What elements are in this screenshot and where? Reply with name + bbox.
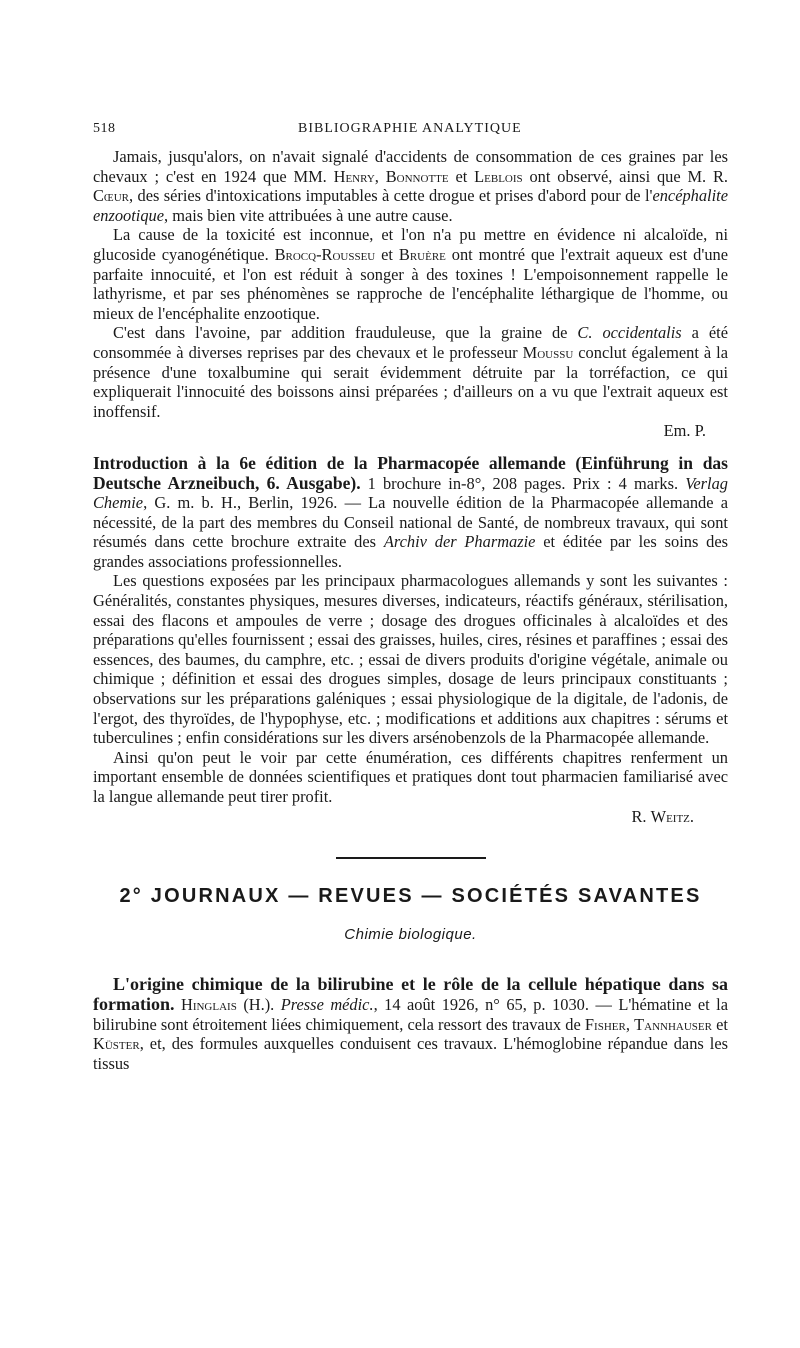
section-subheading: Chimie biologique. (344, 925, 477, 943)
author-name: Cœur (93, 186, 129, 206)
text-run: , des séries d'intoxications imputables à cette drogue et prises d'abord pour de l' (129, 186, 653, 206)
text-run: a été consommée à diverses reprises par des chevaux et le professeur (93, 323, 728, 362)
author-name: Weitz. (650, 806, 694, 826)
text-run: et éditée par les soins des grandes associations professionnelles. (93, 532, 728, 571)
author-name: Henry, Bonnotte (333, 166, 449, 186)
text-run: conclut également à la présence d'une toxalbumine qui serait évidemment détruite par la torréfaction, ce qui expliquerait l'innocuité des boissons ainsi préparées ; d'ailleurs on a vu que l'extrait aqueux est inoffensif. (93, 342, 729, 421)
text-run: Jamais, jusqu'alors, on n'avait signalé d'accidents de consommation de ces graines par les chevaux ; c'est en 1924 que MM. (93, 147, 728, 186)
author-name: Moussu (522, 342, 574, 362)
text-run: , (625, 1014, 635, 1034)
text-run: et (448, 166, 475, 186)
author-name: Fisher (584, 1014, 626, 1034)
section-heading: 2° JOURNAUX — REVUES — SOCIÉTÉS SAVANTES (119, 885, 702, 908)
paragraph-4: Les questions exposées par les principaux pharmacologues allemands y sont les suivantes : Généralités, constantes physiques, mesures diverses, indicateurs, réactifs généraux, stérilisation, essai des flacons et ampoules de verre ; dosage des drogues officinales à alcaloïdes et des préparations qu'elles fournissent ; essai des graisses, huiles, cires, résines et paraffines ; essai des essences, des baumes, du camphre, etc. ; essai de divers produits d'origine végétale, animale ou chimique ; définition et essai des drogues simples, dosage de leurs principaux constituants ; observations sur les préparations galéniques ; essai physiologique de la digitale, de l'adonis, de l'ergot, des thyroïdes, de l'hypophyse, etc. ; modifications et additions aux chapitres : sérums et tuberculines ; enfin considérations sur les divers arsénobenzols de la Pharmacopée allemande. (93, 571, 728, 748)
page-body (93, 147, 728, 1073)
author-name: Hinglais (180, 994, 237, 1014)
text-run: (H.). (236, 994, 281, 1014)
paragraph-1 (93, 147, 728, 225)
author-name: Tannhauser (634, 1014, 712, 1034)
running-title: BIBLIOGRAPHIE ANALYTIQUE (298, 121, 522, 136)
signature-weitz (93, 807, 728, 827)
text-run: et (711, 1014, 728, 1034)
text-run: 1 brochure in-8°, 208 pages. Prix : 4 marks. (360, 473, 686, 493)
italic-term: C. occidentalis (577, 323, 682, 343)
signature-em-p: Em. P. (663, 421, 706, 441)
page-number: 518 (93, 121, 116, 136)
italic-term: Archiv der Pharmazie (383, 532, 536, 552)
entry-title: Introduction à la 6e édition de la Pharmacopée allemande (Einführung in das Deutsche Arzneibuch, 6. Ausgabe). (93, 452, 728, 493)
entry-bilirubine (93, 975, 728, 1073)
text-run: R. (631, 806, 651, 826)
author-name: Bruère (398, 244, 446, 264)
running-header (93, 121, 733, 141)
text-run: , et, des formules auxquelles conduisent ces travaux. L'hémoglobine répandue dans les tissus (93, 1034, 728, 1073)
text-run: , mais bien vite attribuées à une autre cause. (164, 205, 453, 225)
text-run: La cause de la toxicité est inconnue, et l'on n'a pu mettre en évidence ni alcaloïde, ni glucoside cyanogénétique. (93, 225, 728, 264)
author-name: Leblois (474, 166, 523, 186)
paragraph-5: Ainsi qu'on peut le voir par cette énumération, ces différents chapitres renferment un important ensemble de données scientifiques et pratiques dont tout pharmacien familiarisé avec la langue allemande peut tirer profit. (93, 747, 728, 806)
paragraph-2 (93, 225, 728, 323)
text-run: , 14 août 1926, n° 65, p. 1030. — L'hématine et la bilirubine sont étroitement liées chimiquement, cela ressort des travaux de (93, 994, 728, 1034)
text-run: ont observé, ainsi que M. R. (522, 166, 728, 186)
text-run: ont montré que l'extrait aqueux est d'une parfaite innocuité, et l'on est réduit à songer à des toxines ! L'empoisonnement rappelle le lathyrisme, et par ses phénomènes se rapproche de l'encéphalite léthargique de l'homme, ou mieux de l'encéphalite enzootique. (93, 244, 728, 323)
author-name: Küster (93, 1034, 140, 1054)
italic-term: encéphalite enzootique (93, 186, 728, 225)
author-name: Brocq-Rousseu (274, 244, 376, 264)
section-divider (336, 857, 486, 859)
text-run: C'est dans l'avoine, par addition frauduleuse, que la graine de (113, 323, 578, 343)
italic-term: Verlag Chemie (93, 473, 728, 513)
paragraph-3 (93, 323, 728, 421)
entry-pharmacopee (93, 454, 728, 572)
text-run: , G. m. b. H., Berlin, 1926. — La nouvelle édition de la Pharmacopée allemande a nécessité, de la part des membres du Conseil national de Santé, de nombreux travaux, qui sont résumés dans cette brochure extraite des (93, 493, 728, 552)
text-run: et (375, 244, 399, 264)
italic-term: Presse médic. (280, 994, 374, 1014)
entry-title: L'origine chimique de la bilirubine et le rôle de la cellule hépatique dans sa formation. (93, 974, 728, 1014)
